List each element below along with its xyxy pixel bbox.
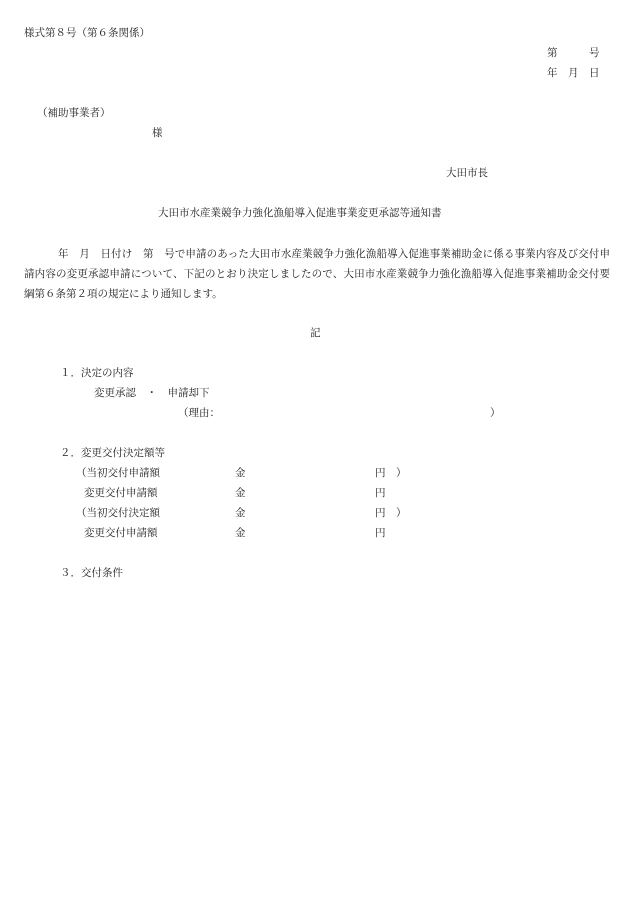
document-title: 大田市水産業競争力強化漁船導入促進事業変更承認等通知書 xyxy=(158,207,442,219)
amount-row-label: （当初交付決定額 xyxy=(76,507,160,519)
amount-row-kin: 金 xyxy=(235,487,246,499)
recipient-honorific: 様 xyxy=(152,127,163,139)
amount-row-close: ） xyxy=(396,467,407,479)
amount-row-label: （当初交付申請額 xyxy=(76,467,160,479)
reason-close-paren: ） xyxy=(490,407,501,419)
amount-row-kin: 金 xyxy=(235,527,246,539)
ki-heading: 記 xyxy=(310,327,321,339)
amount-row-kin: 金 xyxy=(235,507,246,519)
amount-row-en: 円 xyxy=(375,487,386,499)
form-style-label: 様式第８号（第６条関係） xyxy=(24,27,150,39)
document-number: 第 号 xyxy=(547,47,600,59)
reason-label: （理由： xyxy=(178,407,220,419)
body-paragraph: 年 月 日付け 第 号で申請のあった大田市水産業競争力強化漁船導入促進事業補助金に係る事業内容及び交付申請内容の変更承認申請について、下記のとおり決定しましたので、大田市水産業競争力強化漁船導入促進事業補助金交付要綱第６条第２項の規定により通知します。 xyxy=(24,248,610,300)
decision-options: 変更承認 ・ 申請却下 xyxy=(94,387,210,399)
amount-row-label: 変更交付申請額 xyxy=(84,487,158,499)
document-date: 年 月 日 xyxy=(547,67,600,79)
section-2-heading: ２．変更交付決定額等 xyxy=(60,447,165,459)
section-3-heading: ３．交付条件 xyxy=(60,567,123,579)
section-1-heading: １．決定の内容 xyxy=(60,367,134,379)
amount-row-en: 円 xyxy=(375,527,386,539)
amount-row-en: 円 xyxy=(375,467,386,479)
amount-row-kin: 金 xyxy=(235,467,246,479)
amount-row-close: ） xyxy=(396,507,407,519)
issuer-name: 大田市長 xyxy=(446,167,488,179)
amount-row-label: 変更交付申請額 xyxy=(84,527,158,539)
amount-row-en: 円 xyxy=(375,507,386,519)
recipient-label: （補助事業者） xyxy=(37,107,111,119)
